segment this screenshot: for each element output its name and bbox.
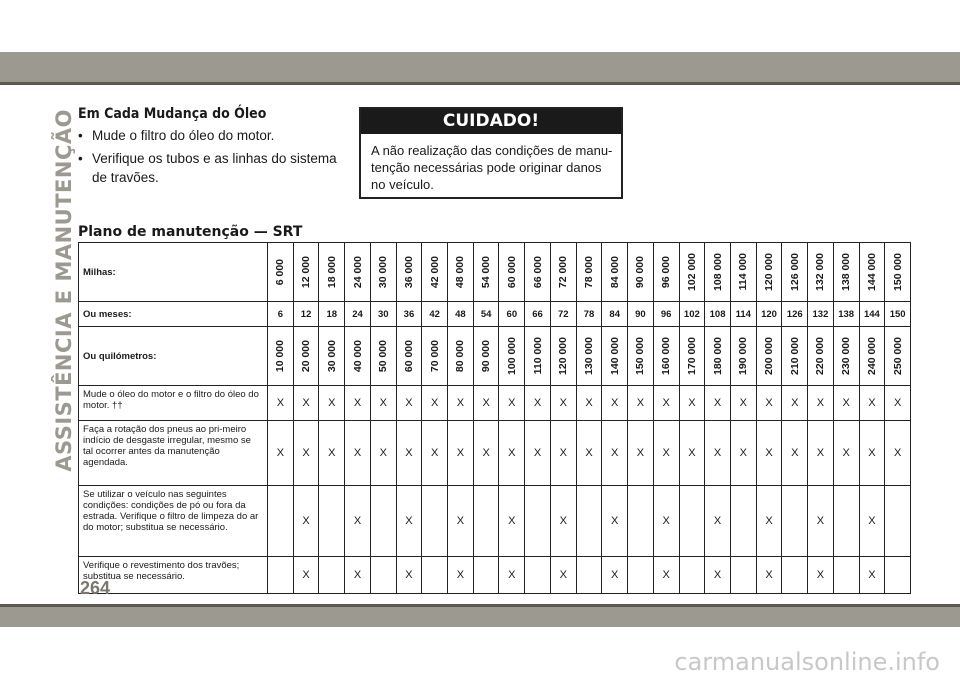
schedule-mark: X [628,421,654,486]
schedule-mark: X [859,421,885,486]
schedule-mark: X [396,557,422,594]
interval-value: 30 000 [325,339,338,373]
interval-cell [756,327,782,386]
months-row [79,302,911,327]
schedule-mark [885,486,911,557]
schedule-mark: X [550,557,576,594]
interval-value: 60 000 [402,339,415,373]
list-item: • Mude o filtro do óleo do motor. [78,126,348,145]
schedule-mark [319,557,345,594]
interval-value: 130 000 [582,337,595,375]
schedule-mark: X [499,557,525,594]
caution-box [359,107,623,199]
schedule-mark: X [602,486,628,557]
schedule-mark: X [730,421,756,486]
caution-text: A não realização das condições de manu-tenção necessárias pode originar danos no veículo. [371,143,613,192]
interval-cell [345,243,371,302]
interval-value: 110 000 [531,337,544,375]
header-band [0,52,960,82]
page-number: 264 [80,578,111,598]
interval-cell [550,243,576,302]
schedule-mark: X [550,421,576,486]
schedule-mark: X [345,557,371,594]
schedule-mark: X [345,486,371,557]
interval-cell [602,243,628,302]
schedule-mark: X [859,486,885,557]
schedule-mark: X [448,386,474,421]
schedule-mark: X [525,421,551,486]
schedule-mark: X [602,557,628,594]
table-row [79,557,911,594]
schedule-mark [628,486,654,557]
schedule-mark: X [268,421,294,486]
schedule-mark [730,557,756,594]
interval-value: 150 000 [634,337,647,375]
interval-cell [268,327,294,386]
interval-value: 140 000 [608,337,621,375]
interval-cell: 120 [756,302,782,327]
interval-cell [756,243,782,302]
interval-cell [422,327,448,386]
interval-value: 190 000 [737,337,750,375]
interval-cell [345,327,371,386]
row-label: Milhas: [79,243,268,302]
interval-cell [730,243,756,302]
schedule-mark: X [293,386,319,421]
interval-cell: 78 [576,302,602,327]
interval-value: 70 000 [428,339,441,373]
interval-cell: 18 [319,302,345,327]
interval-value: 90 000 [634,255,647,289]
schedule-mark: X [756,486,782,557]
schedule-mark: X [396,486,422,557]
interval-cell: 24 [345,302,371,327]
interval-cell: 48 [448,302,474,327]
schedule-mark [782,557,808,594]
interval-cell [782,327,808,386]
schedule-mark: X [833,386,859,421]
interval-cell [653,243,679,302]
schedule-mark: X [293,486,319,557]
interval-cell [293,243,319,302]
schedule-mark [422,486,448,557]
interval-cell [833,243,859,302]
interval-cell: 102 [679,302,705,327]
caution-title: CUIDADO! [361,109,621,134]
schedule-mark: X [808,557,834,594]
interval-cell [885,327,911,386]
schedule-mark: X [885,421,911,486]
schedule-mark: X [525,386,551,421]
schedule-mark: X [319,386,345,421]
interval-cell [808,243,834,302]
interval-value: 126 000 [788,253,801,291]
row-label: Mude o óleo do motor e o filtro do óleo do motor. †† [79,386,268,421]
schedule-mark: X [370,421,396,486]
interval-cell [396,243,422,302]
interval-value: 10 000 [274,339,287,373]
interval-value: 108 000 [711,253,724,291]
schedule-mark: X [859,386,885,421]
side-title-text: ASSISTÊNCIA E MANUTENÇÃO [52,109,76,472]
interval-cell: 66 [525,302,551,327]
interval-cell [653,327,679,386]
schedule-mark [833,486,859,557]
interval-value: 170 000 [685,337,698,375]
row-label: Ou meses: [79,302,268,327]
row-label: Verifique o revestimento dos travões; substitua se necessário. [79,557,268,594]
interval-cell [730,327,756,386]
interval-cell [808,327,834,386]
schedule-mark [370,486,396,557]
schedule-mark: X [499,486,525,557]
schedule-mark: X [705,421,731,486]
schedule-mark [679,486,705,557]
schedule-mark: X [293,421,319,486]
interval-value: 72 000 [557,255,570,289]
interval-value: 220 000 [814,337,827,375]
interval-cell [679,243,705,302]
schedule-mark: X [859,557,885,594]
interval-cell [396,327,422,386]
table-row [79,386,911,421]
interval-cell [859,243,885,302]
interval-cell: 30 [370,302,396,327]
watermark: carmanualsonline.info [674,648,940,676]
interval-cell [885,243,911,302]
interval-cell [473,243,499,302]
interval-cell [705,243,731,302]
interval-value: 120 000 [557,337,570,375]
schedule-mark: X [705,557,731,594]
interval-value: 30 000 [377,255,390,289]
interval-cell [370,327,396,386]
interval-cell [473,327,499,386]
schedule-mark [833,557,859,594]
interval-cell [448,243,474,302]
interval-cell: 6 [268,302,294,327]
interval-cell [602,327,628,386]
interval-cell: 54 [473,302,499,327]
interval-value: 120 000 [763,253,776,291]
interval-value: 180 000 [711,337,724,375]
schedule-mark: X [370,386,396,421]
schedule-mark: X [885,386,911,421]
interval-cell: 60 [499,302,525,327]
schedule-mark: X [808,386,834,421]
interval-cell [628,327,654,386]
schedule-mark: X [499,421,525,486]
interval-cell [319,243,345,302]
schedule-mark [885,557,911,594]
schedule-mark [679,557,705,594]
interval-cell [679,327,705,386]
interval-cell: 96 [653,302,679,327]
schedule-mark: X [602,386,628,421]
interval-value: 60 000 [505,255,518,289]
interval-cell [705,327,731,386]
interval-cell [319,327,345,386]
interval-cell: 108 [705,302,731,327]
interval-cell [833,327,859,386]
schedule-mark: X [653,386,679,421]
interval-value: 48 000 [454,255,467,289]
interval-cell [576,327,602,386]
schedule-mark: X [653,557,679,594]
schedule-mark [268,486,294,557]
schedule-mark: X [345,421,371,486]
interval-value: 12 000 [300,255,313,289]
schedule-mark: X [448,486,474,557]
interval-value: 80 000 [454,339,467,373]
interval-value: 36 000 [402,255,415,289]
schedule-mark: X [679,421,705,486]
interval-cell: 126 [782,302,808,327]
interval-value: 150 000 [891,253,904,291]
interval-value: 42 000 [428,255,441,289]
interval-cell [576,243,602,302]
schedule-mark: X [550,486,576,557]
interval-cell [525,327,551,386]
schedule-mark: X [833,421,859,486]
interval-value: 240 000 [865,337,878,375]
interval-cell [293,327,319,386]
maintenance-table [78,242,911,594]
oil-change-heading: Em Cada Mudança do Óleo [78,106,267,122]
schedule-mark: X [396,386,422,421]
interval-value: 40 000 [351,339,364,373]
schedule-mark [576,557,602,594]
schedule-mark [576,486,602,557]
list-item: • Verifique os tubos e as linhas do sistema de travões. [78,149,348,187]
interval-value: 144 000 [865,253,878,291]
schedule-mark: X [730,386,756,421]
schedule-mark: X [756,557,782,594]
schedule-mark [628,557,654,594]
interval-cell: 150 [885,302,911,327]
schedule-mark [319,486,345,557]
schedule-mark: X [550,386,576,421]
schedule-mark: X [422,386,448,421]
interval-value: 84 000 [608,255,621,289]
section-side-title [50,92,78,472]
interval-value: 132 000 [814,253,827,291]
footer-band [0,607,960,627]
schedule-mark: X [679,386,705,421]
interval-value: 250 000 [891,337,904,375]
interval-cell [448,327,474,386]
schedule-mark: X [319,421,345,486]
schedule-mark: X [448,557,474,594]
interval-value: 20 000 [300,339,313,373]
oil-change-list [78,126,348,191]
schedule-mark: X [808,486,834,557]
schedule-mark [473,486,499,557]
schedule-mark [525,557,551,594]
interval-value: 114 000 [737,253,750,291]
schedule-mark [370,557,396,594]
interval-value: 100 000 [505,337,518,375]
interval-cell: 72 [550,302,576,327]
interval-value: 78 000 [582,255,595,289]
schedule-mark: X [782,386,808,421]
miles-row [79,243,911,302]
interval-value: 230 000 [840,337,853,375]
interval-cell [628,243,654,302]
schedule-mark: X [756,386,782,421]
interval-cell: 84 [602,302,628,327]
table-row [79,421,911,486]
interval-value: 54 000 [480,255,493,289]
schedule-mark: X [808,421,834,486]
schedule-mark: X [576,386,602,421]
interval-value: 18 000 [325,255,338,289]
schedule-mark: X [473,421,499,486]
interval-cell: 144 [859,302,885,327]
schedule-mark: X [422,421,448,486]
schedule-mark: X [653,421,679,486]
interval-cell [550,327,576,386]
interval-value: 102 000 [685,253,698,291]
km-row [79,327,911,386]
schedule-mark [525,486,551,557]
maintenance-table-title: Plano de manutenção — SRT [78,224,303,240]
interval-value: 90 000 [480,339,493,373]
schedule-mark: X [705,486,731,557]
schedule-mark [268,557,294,594]
row-label: Faça a rotação dos pneus ao pri-meiro indício de desgaste irregular, mesmo se tal ocorrer antes da manutenção agendada. [79,421,268,486]
schedule-mark [473,557,499,594]
interval-value: 96 000 [660,255,673,289]
interval-cell: 114 [730,302,756,327]
schedule-mark: X [705,386,731,421]
schedule-mark: X [576,421,602,486]
schedule-mark: X [473,386,499,421]
interval-cell [782,243,808,302]
schedule-mark [422,557,448,594]
header-rule [0,82,960,85]
row-label: Se utilizar o veículo nas seguintes condições: condições de pó ou fora da estrada. Verifique o filtro de limpeza do ar do motor; substitua se necessário. [79,486,268,557]
schedule-mark: X [396,421,422,486]
schedule-mark: X [756,421,782,486]
interval-value: 210 000 [788,337,801,375]
schedule-mark: X [448,421,474,486]
interval-value: 6 000 [274,258,287,286]
interval-value: 66 000 [531,255,544,289]
row-label: Ou quilómetros: [79,327,268,386]
schedule-mark: X [499,386,525,421]
interval-cell [499,327,525,386]
schedule-mark [782,486,808,557]
schedule-mark: X [653,486,679,557]
interval-value: 160 000 [660,337,673,375]
schedule-mark: X [293,557,319,594]
interval-cell: 138 [833,302,859,327]
interval-cell: 36 [396,302,422,327]
schedule-mark: X [782,421,808,486]
interval-cell [499,243,525,302]
schedule-mark: X [345,386,371,421]
interval-cell [422,243,448,302]
interval-cell [859,327,885,386]
interval-value: 24 000 [351,255,364,289]
interval-value: 200 000 [763,337,776,375]
schedule-mark: X [628,386,654,421]
schedule-mark [730,486,756,557]
interval-cell: 12 [293,302,319,327]
interval-cell: 90 [628,302,654,327]
interval-value: 50 000 [377,339,390,373]
interval-value: 138 000 [840,253,853,291]
interval-cell [268,243,294,302]
interval-cell: 42 [422,302,448,327]
interval-cell [370,243,396,302]
interval-cell [525,243,551,302]
table-row [79,486,911,557]
schedule-mark: X [268,386,294,421]
schedule-mark: X [602,421,628,486]
interval-cell: 132 [808,302,834,327]
